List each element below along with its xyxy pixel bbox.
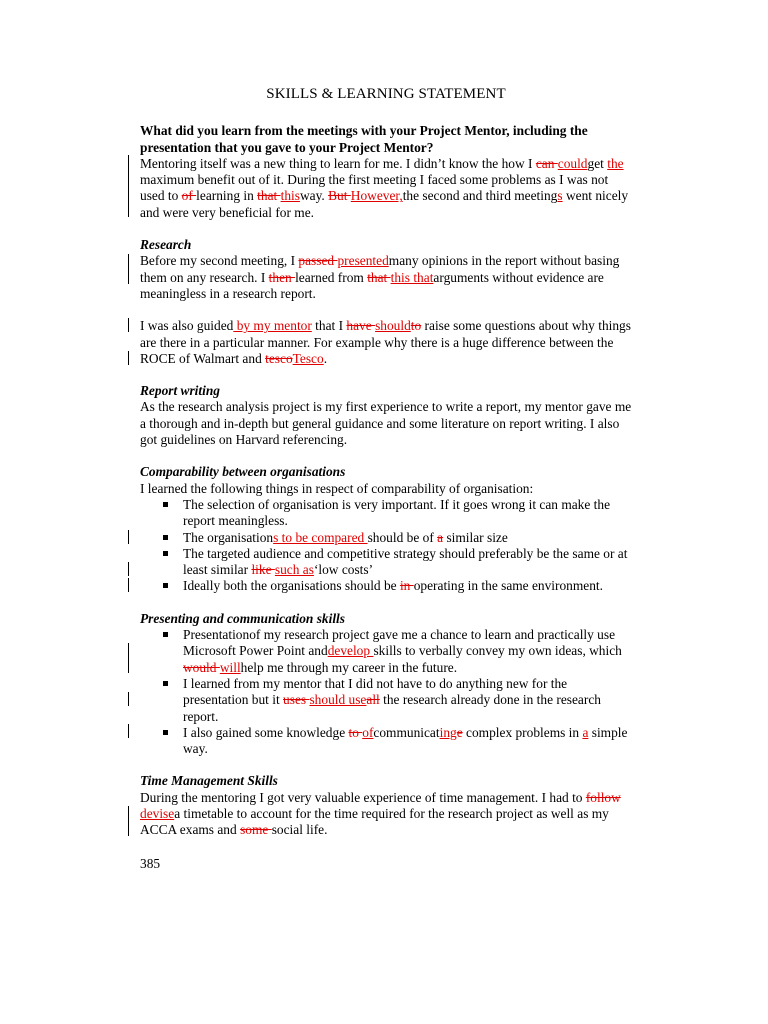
research-paragraph-1 xyxy=(140,253,632,302)
tracked-insertion: should use xyxy=(309,692,367,708)
text-run: I learned from my mentor that I did not have to do anything new for the presentation but it xyxy=(183,675,568,708)
change-bar xyxy=(128,254,129,284)
tracked-insertion: this that xyxy=(390,269,434,285)
report-writing-heading: Report writing xyxy=(140,383,220,399)
time-management-paragraph xyxy=(140,790,632,839)
text-run: the second and third meeting xyxy=(402,188,558,204)
text-run: help me through my career in the future. xyxy=(240,659,458,675)
text-run: simple way. xyxy=(183,724,628,757)
tracked-deletion: follow xyxy=(585,789,621,805)
text-run: raise some questions about why things are there in a particular manner. For example why there is a huge difference between the ROCE of Walmart and xyxy=(140,318,631,366)
change-bar xyxy=(128,351,129,365)
tracked-deletion: would xyxy=(183,659,220,675)
text-run: The selection of organisation is very important. If it goes wrong it can make the report meaningless. xyxy=(183,496,611,529)
text-run: learned from xyxy=(295,269,368,285)
tracked-deletion: of xyxy=(181,188,197,204)
tracked-deletion: e xyxy=(456,724,463,740)
text-run: arguments without evidence are meaningless in a research report. xyxy=(140,269,604,301)
research-paragraph-2 xyxy=(140,318,632,367)
change-bar xyxy=(128,643,129,673)
report-writing-section xyxy=(140,383,632,448)
presenting-heading: Presenting and communication skills xyxy=(140,610,345,626)
page-number: 385 xyxy=(140,856,161,871)
text-run: similar size xyxy=(443,529,508,545)
text-run: I also gained some knowledge xyxy=(183,724,349,740)
text-run: a timetable to account for the time required for the research project as well as my ACCA exams and xyxy=(140,805,609,838)
question-text: What did you learn from the meetings with your Project Mentor, including the presentation that you gave to your Project Mentor? xyxy=(140,123,588,155)
change-bar xyxy=(128,692,129,706)
list-item xyxy=(183,725,632,758)
text-run: operating in the same environment. xyxy=(413,578,603,594)
tracked-deletion: that xyxy=(367,269,391,285)
text-run: skills to verbally convey my own ideas, which xyxy=(373,643,622,659)
research-heading: Research xyxy=(140,237,192,253)
change-bar xyxy=(128,530,129,544)
text-run: Before my second meeting, I xyxy=(140,253,299,269)
text-run: Ideally both the organisations should be xyxy=(183,578,400,594)
text-run: ‘low costs’ xyxy=(313,562,374,578)
tracked-deletion: a xyxy=(437,529,444,545)
change-bar xyxy=(128,578,129,592)
comparability-list xyxy=(140,497,632,595)
document-body xyxy=(140,86,632,839)
presenting-section xyxy=(140,611,632,758)
text-run: learning in xyxy=(196,188,258,204)
list-item xyxy=(183,627,632,676)
document-title: SKILLS & LEARNING STATEMENT xyxy=(266,86,506,102)
text-run: complex problems in xyxy=(462,724,583,740)
tracked-insertion: s xyxy=(557,188,563,204)
text-run: The organisation xyxy=(183,529,274,545)
text-run: should be of xyxy=(367,529,438,545)
tracked-deletion: to xyxy=(348,724,363,740)
text-run: communicat xyxy=(373,724,440,740)
tracked-insertion: develop xyxy=(327,643,374,659)
tracked-deletion: like xyxy=(251,562,275,578)
tracked-deletion: have xyxy=(346,318,376,334)
tracked-deletion: some xyxy=(240,822,272,838)
text-run: maximum benefit out of it. During the first meeting I faced some problems as I was not used to xyxy=(140,172,609,204)
text-run: I was also guided xyxy=(140,318,234,334)
tracked-insertion: could xyxy=(557,155,588,171)
text-run: social life. xyxy=(271,822,328,838)
text-run: Presentation xyxy=(183,627,250,643)
tracked-deletion: uses xyxy=(283,692,310,708)
tracked-insertion: Tesco xyxy=(292,350,324,366)
tracked-deletion: then xyxy=(268,269,296,285)
text-run: I learned the following things in respect of comparability of organisation: xyxy=(140,480,534,496)
tracked-insertion: this xyxy=(280,188,300,204)
tracked-insertion: should xyxy=(375,318,411,334)
text-run: During the mentoring I got very valuable experience of time management. I had to xyxy=(140,789,586,805)
change-bar xyxy=(128,562,129,576)
report-writing-paragraph xyxy=(140,399,632,448)
time-management-section xyxy=(140,773,632,838)
tracked-deletion: all xyxy=(366,692,380,708)
change-bar xyxy=(128,806,129,836)
tracked-insertion: s to be compared xyxy=(273,529,368,545)
change-bar xyxy=(128,724,129,738)
tracked-deletion: in xyxy=(399,578,414,594)
tracked-insertion: by my mentor xyxy=(233,318,312,334)
text-run: of my research project gave me a chance to learn and practically use Microsoft Power Point and xyxy=(183,627,616,659)
list-item xyxy=(183,546,632,579)
tracked-deletion: passed xyxy=(298,253,338,269)
tracked-deletion: that xyxy=(257,188,281,204)
comparability-section xyxy=(140,464,632,594)
tracked-insertion: a xyxy=(582,724,589,740)
change-bar xyxy=(128,155,129,217)
tracked-deletion: But xyxy=(328,188,351,204)
text-run: The targeted audience and competitive strategy should preferably be the same or at least similar xyxy=(183,545,628,578)
text-run: the research already done in the research report. xyxy=(183,692,601,724)
list-item xyxy=(183,676,632,725)
text-run: Mentoring itself was a new thing to learn for me. I didn’t know the how I xyxy=(140,155,536,171)
presenting-list xyxy=(140,627,632,757)
tracked-insertion: ing xyxy=(439,724,457,740)
time-management-heading: Time Management Skills xyxy=(140,773,278,789)
tracked-insertion: presented xyxy=(337,253,389,269)
tracked-deletion: can xyxy=(535,155,558,171)
tracked-insertion: of xyxy=(362,724,374,740)
text-run: that I xyxy=(311,318,347,334)
research-section xyxy=(140,237,632,367)
tracked-insertion: However, xyxy=(350,188,403,204)
text-run: way. xyxy=(299,188,329,204)
tracked-deletion: tesco xyxy=(265,350,293,366)
text-run: As the research analysis project is my first experience to write a report, my mentor gave me a thorough and in-depth but general guidance and some literature on report writing. I also got guidelines on Harvard referencing. xyxy=(140,399,632,448)
tracked-insertion: will xyxy=(219,659,241,675)
intro-paragraph xyxy=(140,156,632,221)
text-run: . xyxy=(323,350,328,366)
text-run: get xyxy=(587,155,608,171)
tracked-deletion: to xyxy=(410,318,422,334)
tracked-insertion: the xyxy=(607,155,624,171)
tracked-insertion: devise xyxy=(140,805,175,821)
list-item xyxy=(183,578,632,594)
comparability-heading: Comparability between organisations xyxy=(140,464,346,480)
list-item xyxy=(183,497,632,530)
list-item xyxy=(183,530,632,546)
text-run: many opinions in the report without basing them on any research. I xyxy=(140,253,620,285)
text-run: went nicely and were very beneficial for me. xyxy=(140,188,629,220)
tracked-insertion: such as xyxy=(274,562,314,578)
change-bar xyxy=(128,318,129,332)
comparability-intro xyxy=(140,481,632,497)
